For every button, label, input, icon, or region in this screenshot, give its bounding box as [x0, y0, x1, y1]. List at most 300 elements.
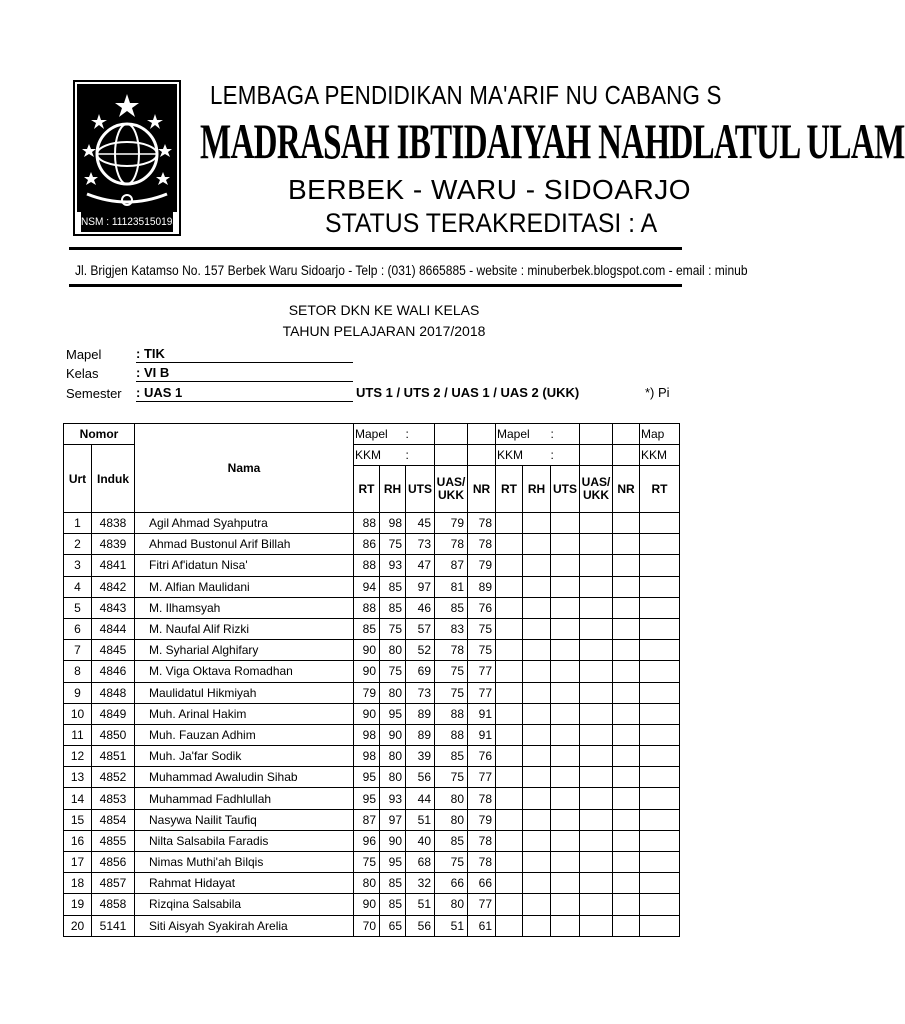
empty-cell: [496, 873, 523, 894]
empty-cell: [580, 852, 613, 873]
row-induk: 4838: [92, 513, 135, 534]
row-rt: 79: [354, 682, 380, 703]
row-name: Nimas Muthi'ah Bilqis: [135, 852, 354, 873]
empty-cell: [613, 724, 640, 745]
uts-col-header: UTS: [406, 466, 435, 513]
row-number: 4: [64, 576, 92, 597]
row-number: 9: [64, 682, 92, 703]
empty-cell: [640, 640, 680, 661]
empty-cell: [613, 682, 640, 703]
row-uts: 46: [406, 597, 435, 618]
row-rt: 98: [354, 746, 380, 767]
empty-cell: [580, 661, 613, 682]
row-uts: 52: [406, 640, 435, 661]
row-nr: 91: [468, 703, 496, 724]
empty-cell: [640, 618, 680, 639]
empty-cell: [580, 640, 613, 661]
row-number: 12: [64, 746, 92, 767]
row-uas: 51: [435, 915, 468, 936]
row-uas: 78: [435, 534, 468, 555]
rt3-col-header: RT: [640, 466, 680, 513]
row-uas: 66: [435, 873, 468, 894]
row-induk: 4853: [92, 788, 135, 809]
table-row: [64, 724, 680, 745]
row-uas: 78: [435, 640, 468, 661]
row-name: Siti Aisyah Syakirah Arelia: [135, 915, 354, 936]
row-rt: 94: [354, 576, 380, 597]
semester-label: Semester: [66, 386, 122, 401]
exam-options: UTS 1 / UTS 2 / UAS 1 / UAS 2 (UKK): [356, 385, 580, 400]
row-uas: 88: [435, 703, 468, 724]
row-uts: 39: [406, 746, 435, 767]
table-row: [64, 682, 680, 703]
empty-cell: [496, 830, 523, 851]
empty-cell: [613, 576, 640, 597]
row-name: Muh. Ja'far Sodik: [135, 746, 354, 767]
table-row: [64, 809, 680, 830]
empty-cell: [523, 915, 551, 936]
row-induk: 4848: [92, 682, 135, 703]
row-number: 7: [64, 640, 92, 661]
empty-cell: [640, 555, 680, 576]
row-name: Ahmad Bustonul Arif Billah: [135, 534, 354, 555]
row-uas: 87: [435, 555, 468, 576]
row-name: M. Naufal Alif Rizki: [135, 618, 354, 639]
row-nr: 89: [468, 576, 496, 597]
row-induk: 4850: [92, 724, 135, 745]
row-rh: 80: [380, 682, 406, 703]
row-uts: 56: [406, 915, 435, 936]
empty-cell: [523, 830, 551, 851]
table-row: [64, 513, 680, 534]
empty-cell: [640, 534, 680, 555]
row-nr: 78: [468, 852, 496, 873]
row-rt: 95: [354, 788, 380, 809]
row-number: 20: [64, 915, 92, 936]
school-logo: [73, 80, 181, 236]
row-rt: 90: [354, 703, 380, 724]
row-induk: 4856: [92, 852, 135, 873]
row-induk: 4854: [92, 809, 135, 830]
row-number: 18: [64, 873, 92, 894]
empty-cell: [496, 788, 523, 809]
row-number: 2: [64, 534, 92, 555]
row-uts: 73: [406, 534, 435, 555]
row-rh: 65: [380, 915, 406, 936]
row-rh: 85: [380, 873, 406, 894]
row-number: 16: [64, 830, 92, 851]
kkm2-colon: :: [551, 445, 580, 466]
uts2-col-header: UTS: [551, 466, 580, 513]
row-rt: 85: [354, 618, 380, 639]
row-nr: 79: [468, 555, 496, 576]
empty-cell: [523, 534, 551, 555]
row-rt: 88: [354, 597, 380, 618]
empty-cell: [523, 746, 551, 767]
uas-col-header: UAS/ UKK: [435, 466, 468, 513]
row-rt: 98: [354, 724, 380, 745]
row-induk: 4842: [92, 576, 135, 597]
row-number: 10: [64, 703, 92, 724]
row-name: Agil Ahmad Syahputra: [135, 513, 354, 534]
empty-cell: [496, 597, 523, 618]
empty-cell: [551, 894, 580, 915]
row-nr: 76: [468, 597, 496, 618]
empty-cell: [613, 640, 640, 661]
row-uts: 44: [406, 788, 435, 809]
empty-cell: [523, 513, 551, 534]
empty-cell: [551, 915, 580, 936]
row-induk: 4849: [92, 703, 135, 724]
row-nr: 77: [468, 661, 496, 682]
row-name: Nasywa Nailit Taufiq: [135, 809, 354, 830]
address-line: Jl. Brigjen Katamso No. 157 Berbek Waru Sidoarjo - Telp : (031) 8665885 - website : minuberbek.blogspot.com - email : minub: [75, 262, 748, 278]
row-induk: 4855: [92, 830, 135, 851]
row-rh: 85: [380, 576, 406, 597]
empty-cell: [613, 852, 640, 873]
row-rh: 98: [380, 513, 406, 534]
row-uts: 68: [406, 852, 435, 873]
empty-cell: [523, 640, 551, 661]
empty-cell: [580, 703, 613, 724]
row-number: 17: [64, 852, 92, 873]
empty-cell: [613, 894, 640, 915]
empty-cell: [613, 597, 640, 618]
empty-cell: [640, 597, 680, 618]
rh2-col-header: RH: [523, 466, 551, 513]
row-uts: 32: [406, 873, 435, 894]
empty-cell: [640, 661, 680, 682]
empty-cell: [613, 746, 640, 767]
nama-header: Nama: [135, 424, 354, 513]
row-rt: 88: [354, 555, 380, 576]
row-rt: 80: [354, 873, 380, 894]
kkm3-label: KKM: [640, 445, 680, 466]
table-row: [64, 894, 680, 915]
row-induk: 4857: [92, 873, 135, 894]
nomor-header: Nomor: [64, 424, 135, 445]
empty-cell: [551, 724, 580, 745]
empty-cell: [551, 767, 580, 788]
empty-cell: [496, 809, 523, 830]
row-nr: 78: [468, 513, 496, 534]
row-induk: 4841: [92, 555, 135, 576]
row-name: M. Alfian Maulidani: [135, 576, 354, 597]
row-rt: 96: [354, 830, 380, 851]
row-number: 8: [64, 661, 92, 682]
row-uas: 85: [435, 597, 468, 618]
footnote-marker: *) Pi: [645, 385, 670, 400]
row-induk: 4845: [92, 640, 135, 661]
row-uas: 81: [435, 576, 468, 597]
empty-cell: [496, 894, 523, 915]
row-name: Rahmat Hidayat: [135, 873, 354, 894]
empty-cell: [551, 873, 580, 894]
empty-cell: [640, 703, 680, 724]
row-rt: 90: [354, 661, 380, 682]
accreditation-status: STATUS TERAKREDITASI : A: [325, 208, 658, 238]
grades-table: [63, 423, 680, 937]
table-row: [64, 830, 680, 851]
empty-cell: [551, 746, 580, 767]
row-rt: 88: [354, 513, 380, 534]
empty-cell: [613, 767, 640, 788]
empty-cell: [523, 894, 551, 915]
table-row: [64, 873, 680, 894]
empty-cell: [496, 534, 523, 555]
empty-cell: [496, 724, 523, 745]
address-divider: [69, 284, 682, 287]
row-rt: 87: [354, 809, 380, 830]
table-row: [64, 555, 680, 576]
empty-cell: [640, 746, 680, 767]
row-uas: 83: [435, 618, 468, 639]
table-row: [64, 852, 680, 873]
row-induk: 4852: [92, 767, 135, 788]
empty-cell: [640, 513, 680, 534]
row-uts: 51: [406, 894, 435, 915]
row-uts: 51: [406, 809, 435, 830]
row-number: 6: [64, 618, 92, 639]
empty-cell: [523, 852, 551, 873]
empty-cell: [640, 873, 680, 894]
row-rh: 85: [380, 597, 406, 618]
empty-cell: [496, 767, 523, 788]
empty-cell: [613, 534, 640, 555]
row-uts: 45: [406, 513, 435, 534]
empty-cell: [580, 894, 613, 915]
row-rt: 90: [354, 640, 380, 661]
row-induk: 4858: [92, 894, 135, 915]
nr-col-header: NR: [468, 466, 496, 513]
row-induk: 4851: [92, 746, 135, 767]
row-name: Muhammad Awaludin Sihab: [135, 767, 354, 788]
table-row: [64, 661, 680, 682]
empty-cell: [580, 746, 613, 767]
kelas-value: : VI B: [136, 365, 353, 382]
table-row: [64, 746, 680, 767]
row-nr: 78: [468, 534, 496, 555]
empty-cell: [523, 873, 551, 894]
institution-line: LEMBAGA PENDIDIKAN MA'ARIF NU CABANG S: [210, 80, 722, 110]
row-uts: 97: [406, 576, 435, 597]
row-rh: 80: [380, 640, 406, 661]
nu-emblem-icon: [77, 84, 177, 212]
row-rt: 86: [354, 534, 380, 555]
empty-cell: [580, 597, 613, 618]
empty-cell: [551, 682, 580, 703]
empty-cell: [580, 915, 613, 936]
row-rh: 90: [380, 724, 406, 745]
row-uts: 69: [406, 661, 435, 682]
table-row: [64, 576, 680, 597]
row-rt: 95: [354, 767, 380, 788]
row-number: 5: [64, 597, 92, 618]
row-nr: 76: [468, 746, 496, 767]
empty-cell: [551, 576, 580, 597]
row-induk: 4839: [92, 534, 135, 555]
row-nr: 61: [468, 915, 496, 936]
row-uts: 73: [406, 682, 435, 703]
empty-cell: [523, 703, 551, 724]
empty-cell: [580, 618, 613, 639]
header-divider: [69, 247, 682, 250]
row-rh: 75: [380, 534, 406, 555]
empty-cell: [523, 576, 551, 597]
row-uas: 80: [435, 788, 468, 809]
empty-cell: [551, 830, 580, 851]
doc-subtitle: TAHUN PELAJARAN 2017/2018: [282, 323, 486, 339]
row-name: M. Ilhamsyah: [135, 597, 354, 618]
row-induk: 4844: [92, 618, 135, 639]
empty-cell: [496, 640, 523, 661]
row-rh: 93: [380, 555, 406, 576]
row-number: 13: [64, 767, 92, 788]
empty-cell: [580, 788, 613, 809]
row-uts: 89: [406, 724, 435, 745]
empty-cell: [523, 788, 551, 809]
row-number: 3: [64, 555, 92, 576]
empty-cell: [496, 915, 523, 936]
table-row: [64, 640, 680, 661]
school-name: MADRASAH IBTIDAIYAH NAHDLATUL ULAM: [200, 113, 905, 169]
empty-cell: [580, 682, 613, 703]
row-nr: 75: [468, 618, 496, 639]
empty-cell: [640, 682, 680, 703]
rh-col-header: RH: [380, 466, 406, 513]
row-rh: 85: [380, 894, 406, 915]
row-name: Muh. Fauzan Adhim: [135, 724, 354, 745]
empty-cell: [523, 809, 551, 830]
empty-cell: [496, 513, 523, 534]
kelas-label: Kelas: [66, 366, 99, 381]
empty-cell: [580, 873, 613, 894]
row-induk: 4846: [92, 661, 135, 682]
kkm1-label: KKM: [354, 445, 406, 466]
row-uas: 85: [435, 746, 468, 767]
empty-cell: [496, 703, 523, 724]
empty-cell: [613, 788, 640, 809]
doc-title: SETOR DKN KE WALI KELAS: [288, 302, 480, 318]
empty-cell: [580, 767, 613, 788]
row-rh: 90: [380, 830, 406, 851]
row-rh: 95: [380, 852, 406, 873]
row-name: Nilta Salsabila Faradis: [135, 830, 354, 851]
empty-cell: [496, 746, 523, 767]
row-induk: 5141: [92, 915, 135, 936]
empty-cell: [496, 576, 523, 597]
empty-cell: [640, 915, 680, 936]
row-nr: 78: [468, 788, 496, 809]
row-rh: 97: [380, 809, 406, 830]
empty-cell: [523, 767, 551, 788]
row-number: 15: [64, 809, 92, 830]
row-name: M. Viga Oktava Romadhan: [135, 661, 354, 682]
school-location: BERBEK - WARU - SIDOARJO: [288, 174, 692, 205]
row-name: Muhammad Fadhlullah: [135, 788, 354, 809]
kkm1-colon: :: [406, 445, 435, 466]
row-uas: 79: [435, 513, 468, 534]
empty-cell: [551, 513, 580, 534]
empty-cell: [496, 661, 523, 682]
empty-cell: [551, 809, 580, 830]
table-row: [64, 534, 680, 555]
nsm-label: NSM : 111235150193: [81, 212, 173, 232]
row-rh: 80: [380, 746, 406, 767]
empty-cell: [551, 852, 580, 873]
empty-cell: [523, 597, 551, 618]
empty-cell: [580, 576, 613, 597]
row-nr: 91: [468, 724, 496, 745]
mapel-label: Mapel: [66, 347, 102, 362]
empty-cell: [551, 703, 580, 724]
mapel-value: : TIK: [136, 346, 353, 363]
empty-cell: [523, 682, 551, 703]
empty-cell: [640, 724, 680, 745]
row-rh: 75: [380, 618, 406, 639]
empty-cell: [523, 555, 551, 576]
row-uas: 75: [435, 661, 468, 682]
row-uts: 56: [406, 767, 435, 788]
rt2-col-header: RT: [496, 466, 523, 513]
row-uas: 75: [435, 682, 468, 703]
grades-body: [64, 513, 680, 937]
empty-cell: [640, 809, 680, 830]
empty-cell: [613, 555, 640, 576]
mapel2-colon: :: [551, 424, 580, 445]
row-rt: 90: [354, 894, 380, 915]
empty-cell: [551, 534, 580, 555]
row-number: 1: [64, 513, 92, 534]
row-nr: 77: [468, 682, 496, 703]
empty-cell: [580, 555, 613, 576]
mapel2-label: Mapel: [496, 424, 551, 445]
empty-cell: [551, 640, 580, 661]
empty-cell: [580, 724, 613, 745]
empty-cell: [496, 618, 523, 639]
empty-cell: [580, 534, 613, 555]
row-rh: 93: [380, 788, 406, 809]
row-name: M. Syharial Alghifary: [135, 640, 354, 661]
table-row: [64, 703, 680, 724]
row-rt: 75: [354, 852, 380, 873]
row-uas: 85: [435, 830, 468, 851]
empty-cell: [640, 894, 680, 915]
row-name: Muh. Arinal Hakim: [135, 703, 354, 724]
empty-cell: [640, 576, 680, 597]
empty-cell: [580, 830, 613, 851]
empty-cell: [640, 788, 680, 809]
row-nr: 77: [468, 767, 496, 788]
row-rh: 80: [380, 767, 406, 788]
table-row: [64, 915, 680, 936]
row-uts: 89: [406, 703, 435, 724]
row-nr: 78: [468, 830, 496, 851]
row-number: 11: [64, 724, 92, 745]
urt-header: Urt: [64, 445, 92, 513]
table-row: [64, 788, 680, 809]
mapel1-label: Mapel: [354, 424, 406, 445]
empty-cell: [613, 618, 640, 639]
empty-cell: [613, 830, 640, 851]
row-nr: 79: [468, 809, 496, 830]
empty-cell: [640, 830, 680, 851]
row-uas: 75: [435, 852, 468, 873]
empty-cell: [580, 809, 613, 830]
empty-cell: [613, 513, 640, 534]
induk-header: Induk: [92, 445, 135, 513]
table-row: [64, 597, 680, 618]
